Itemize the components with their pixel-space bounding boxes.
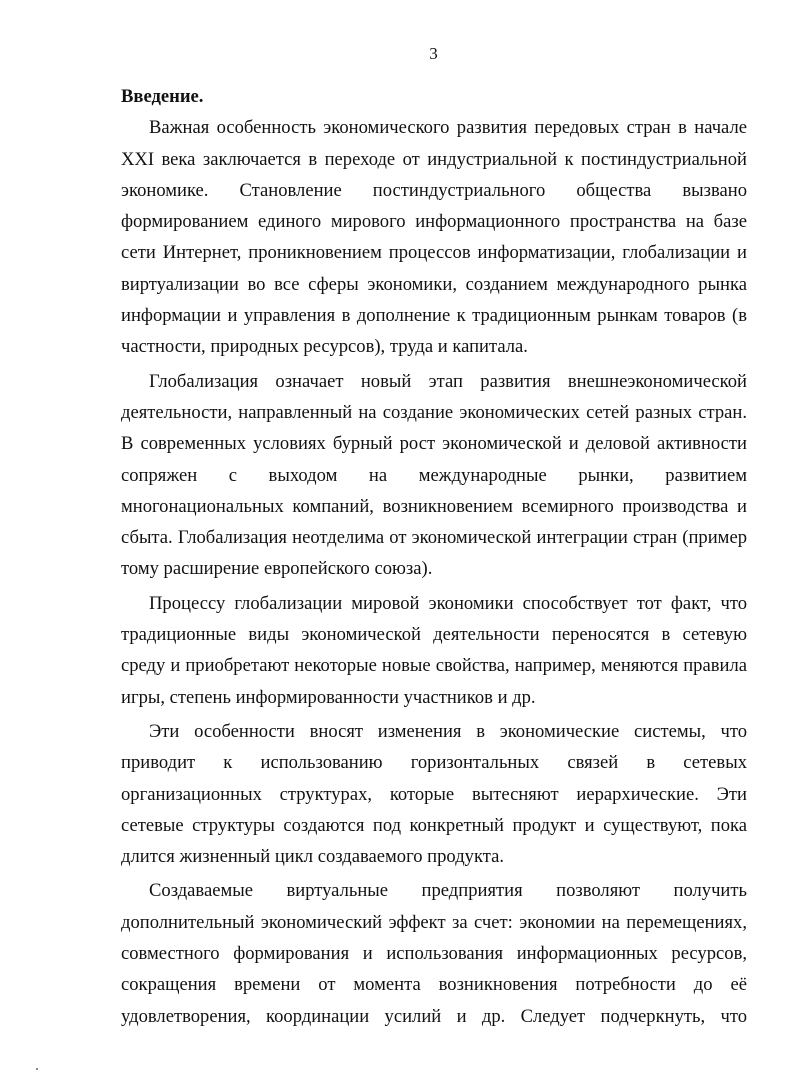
paragraph-5: Создаваемые виртуальные предприятия позволяют получить дополнительный экономический эффект за счет: экономии на перемещениях, совместного формирования и использования информационных ресурсов, сокращения времени от момента возникновения потребности до её удовлетворения, координации усилий и др. Следует подчеркнуть, что: [121, 880, 747, 1027]
paragraph-4: Эти особенности вносят изменения в экономические системы, что приводит к использованию горизонтальных связей в сетевых организационных структурах, которые вытесняют иерархические. Эти сетевые структуры создаются под конкретный продукт и существуют, пока длится жизненный цикл создаваемого продукта.: [121, 720, 747, 868]
section-heading: Введение.: [121, 86, 204, 107]
document-body: [121, 81, 747, 1032]
paragraph-1: Важная особенность экономического развития передовых стран в начале XXI века заключается в переходе от индустриальной к постиндустриальной экономике. Становление постиндустриального общества вызвано формированием единого мирового информационного пространства на базе сети Интернет, проникновением процессов информатизации, глобализации и виртуализации во все сферы экономики, созданием международного рынка информации и управления в дополнение к традиционным рынкам товаров (в частности, природных ресурсов), труда и капитала.: [121, 117, 747, 358]
paragraph-3: Процессу глобализации мировой экономики способствует тот факт, что традиционные виды экономической деятельности переносятся в сетевую среду и приобретают некоторые новые свойства, например, меняются правила игры, степень информированности участников и др.: [121, 592, 747, 708]
page-number: 3: [429, 44, 438, 63]
scan-speck: [36, 1068, 38, 1070]
paragraph-2: Глобализация означает новый этап развития внешнеэкономической деятельности, направленный на создание экономических сетей разных стран. В современных условиях бурный рост экономической и деловой активности сопряжен с выходом на международные рынки, развитием многонациональных компаний, возникновением всемирного производства и сбыта. Глобализация неотделима от экономической интеграции стран (пример тому расширение европейского союза).: [121, 370, 747, 580]
